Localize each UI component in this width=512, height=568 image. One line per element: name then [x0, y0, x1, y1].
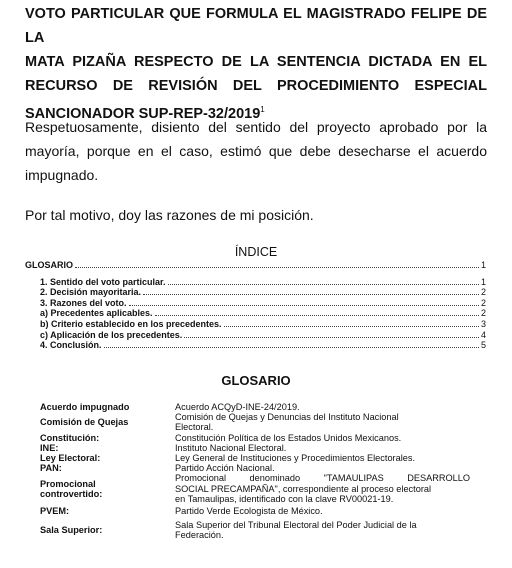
glossary-term: PVEM: — [40, 506, 70, 517]
toc-label: 4. Conclusión. — [40, 340, 102, 351]
title-line: SANCIONADOR SUP-REP-32/2019$^1$ — [25, 105, 265, 122]
glossary-term: PAN: — [40, 463, 62, 474]
glossary-row — [40, 463, 470, 473]
toc-entry-sentido[interactable] — [25, 277, 486, 288]
glossary-heading: GLOSARIO — [221, 373, 291, 388]
glossary-row — [40, 473, 470, 504]
toc-page-number: 2 — [480, 287, 486, 298]
toc-label: 2. Decisión mayoritaria. — [40, 287, 142, 298]
toc-leader — [224, 326, 479, 327]
glossary-term: Comisión de Quejas — [40, 417, 129, 428]
toc-page-number: 1 — [480, 260, 486, 270]
glossary-term: Acuerdo impugnado — [40, 402, 130, 412]
toc-entry-conclusion[interactable] — [25, 340, 486, 351]
paragraph-line: impugnado. — [25, 167, 99, 183]
toc-label: c) Aplicación de los precedentes. — [40, 329, 183, 340]
glossary-term: Sala Superior: — [40, 525, 103, 536]
toc-leader — [168, 284, 479, 285]
glossary-row — [40, 433, 470, 443]
glossary-row — [40, 443, 470, 453]
toc-page-number: 1 — [480, 276, 486, 287]
toc-leader — [129, 305, 479, 306]
toc-leader — [143, 294, 479, 295]
glossary-definition: Comisión de Quejas y Denuncias del Instituto Nacional Electoral. — [175, 412, 399, 433]
toc-leader — [104, 347, 479, 348]
glossary-term: Promocional controvertido: — [40, 478, 103, 499]
toc-page-number: 5 — [480, 340, 486, 351]
toc-page-number: 2 — [480, 308, 486, 319]
document-title — [25, 2, 487, 126]
glossary-definition: Partido Acción Nacional. — [175, 463, 275, 474]
toc-page-number: 2 — [480, 297, 486, 308]
toc-leader — [75, 267, 479, 268]
toc-entry-decision[interactable] — [25, 287, 486, 298]
index-heading: ÍNDICE — [234, 245, 278, 259]
toc-label: 3. Razones del voto. — [40, 297, 127, 308]
toc-page-number: 3 — [480, 318, 486, 329]
glossary-definition: Promocional denominado "TAMAULIPAS DESARROLLO SOCIAL PRECAMPAÑA", correspondiente al proceso electoral en Tamaulipas, identificado con la clave RV00021-19. — [175, 473, 470, 504]
glossary-row — [40, 402, 470, 412]
glossary-definition: Constitución Política de los Estados Unidos Mexicanos. — [175, 432, 402, 443]
toc-label: b) Criterio establecido en los precedentes. — [40, 318, 222, 329]
glossary-definition: Acuerdo ACQyD-INE-24/2019. — [175, 402, 300, 412]
title-line: VOTO PARTICULAR QUE FORMULA EL MAGISTRADO FELIPE DE LA — [25, 6, 487, 46]
toc-leader — [184, 337, 479, 338]
glossary-definition: Ley General de Instituciones y Procedimientos Electorales. — [175, 453, 416, 464]
footnote-reference[interactable]: 1 — [260, 105, 265, 114]
title-line: RECURSO DE REVISIÓN DEL PROCEDIMIENTO ESPECIAL — [25, 78, 487, 94]
paragraph-line: mayoría, porque en el caso, estimó que debe desecharse el acuerdo — [25, 143, 487, 159]
toc-entry-criterio[interactable] — [25, 319, 486, 330]
glossary-term: INE: — [40, 442, 59, 453]
toc-page-number: 4 — [480, 329, 486, 340]
table-of-contents — [25, 260, 486, 351]
glossary-term: Ley Electoral: — [40, 453, 101, 464]
toc-entry-razones[interactable] — [25, 298, 486, 309]
glossary-definition: Sala Superior del Tribunal Electoral del Poder Judicial de la Federación. — [175, 520, 417, 541]
toc-entry-precedentes[interactable] — [25, 308, 486, 319]
toc-entry-aplicacion[interactable] — [25, 330, 486, 341]
glossary-term: Constitución: — [40, 432, 100, 443]
dissent-paragraph — [25, 115, 487, 187]
toc-leader — [155, 315, 479, 316]
paragraph-line: Respetuosamente, disiento del sentido del proyecto aprobado por la — [25, 119, 487, 135]
toc-label: 1. Sentido del voto particular. — [40, 276, 166, 287]
glossary-table — [40, 402, 470, 541]
toc-label: a) Precedentes aplicables. — [40, 308, 153, 319]
glossary-definition: Partido Verde Ecologista de México. — [175, 506, 323, 517]
glossary-row — [40, 453, 470, 463]
glossary-definition: Instituto Nacional Electoral. — [175, 442, 287, 453]
glossary-row — [40, 520, 470, 540]
toc-entry-glosario[interactable] — [25, 260, 486, 271]
reasons-paragraph: Por tal motivo, doy las razones de mi posición. — [25, 207, 314, 223]
toc-label: GLOSARIO — [25, 260, 74, 270]
title-line: MATA PIZAÑA RESPECTO DE LA SENTENCIA DICTADA EN EL — [25, 54, 487, 70]
glossary-row — [40, 506, 470, 516]
glossary-row — [40, 412, 470, 432]
